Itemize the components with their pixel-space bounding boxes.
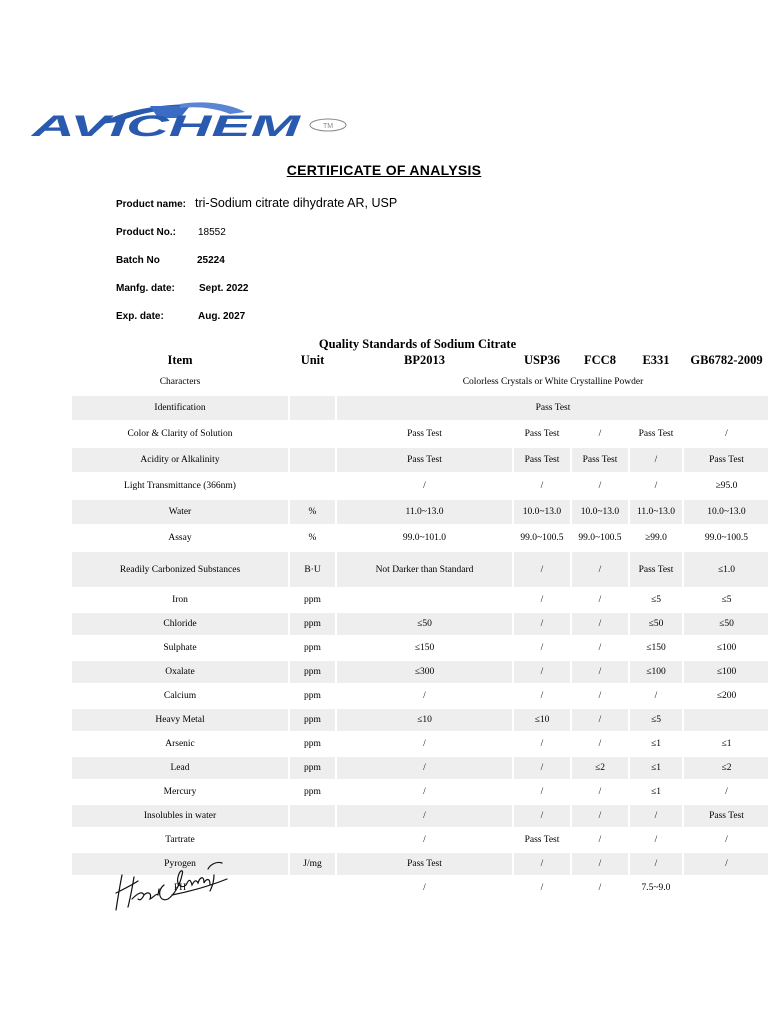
cell-e331: Pass Test	[630, 552, 682, 587]
cell-fcc: /	[598, 883, 602, 893]
cell-bp: /	[423, 835, 426, 845]
signature	[112, 855, 232, 915]
table-body	[72, 370, 768, 899]
cell-unit	[290, 877, 335, 899]
cell-bp: ≤300	[337, 661, 512, 683]
cell-e331: /	[654, 691, 658, 701]
table-row	[72, 733, 768, 755]
product-no-value: 18552	[198, 227, 226, 238]
cell-item: Acidity or Alkalinity	[72, 448, 288, 472]
header-unit: Unit	[300, 352, 325, 367]
cell-item: Water	[72, 500, 288, 524]
cell-unit	[290, 422, 335, 446]
cell-item: Assay	[168, 533, 192, 543]
cell-unit	[290, 370, 335, 394]
cell-unit: B·U	[290, 552, 335, 587]
table-row	[72, 396, 768, 420]
cell-unit	[290, 829, 335, 851]
table-title: Quality Standards of Sodium Citrate	[318, 337, 517, 351]
cell-usp: Pass Test	[524, 429, 560, 439]
cell-e331: 11.0~13.0	[630, 500, 682, 524]
cell-bp: /	[423, 787, 426, 797]
cell-fcc: /	[598, 643, 602, 653]
cell-item: Mercury	[163, 787, 197, 797]
avichem-logo	[30, 98, 360, 142]
table-row	[72, 422, 768, 446]
table-row	[72, 637, 768, 659]
product-info	[116, 196, 516, 326]
table-row	[72, 448, 768, 472]
table-row	[72, 370, 768, 394]
cell-unit: ppm	[290, 709, 335, 731]
cell-item: Characters	[159, 377, 201, 387]
cell-e331: ≤50	[630, 613, 682, 635]
cell-usp: /	[540, 481, 544, 491]
logo-wordmark: AVICHEM	[30, 110, 302, 142]
cell-usp: /	[540, 787, 544, 797]
cell-usp: /	[514, 661, 570, 683]
certificate-title: CERTIFICATE OF ANALYSIS	[286, 162, 482, 178]
cell-unit: %	[290, 500, 335, 524]
product-name-value: tri-Sodium citrate dihydrate AR, USP	[195, 196, 398, 210]
cell-gb: ≤2	[684, 757, 768, 779]
cell-gb: ≤50	[684, 613, 768, 635]
cell-gb: ≤100	[716, 643, 737, 653]
cell-bp: ≤50	[337, 613, 512, 635]
cell-fcc: 10.0~13.0	[572, 500, 628, 524]
cell-e331: /	[654, 835, 658, 845]
cell-usp: /	[514, 853, 570, 875]
header-usp36: USP36	[523, 352, 561, 367]
table-row	[72, 661, 768, 683]
cell-usp: /	[514, 805, 570, 827]
cell-gb	[684, 709, 768, 731]
cell-gb: /	[725, 429, 728, 439]
manfg-date-value: Sept. 2022	[199, 283, 249, 294]
cell-item: Iron	[172, 595, 188, 605]
cell-item: Chloride	[72, 613, 288, 635]
cell-item: Light Transmittance (366nm)	[124, 481, 236, 491]
cell-fcc: /	[572, 709, 628, 731]
cell-e331: 7.5~9.0	[641, 883, 671, 893]
cell-bp: /	[337, 805, 512, 827]
cell-item: Oxalate	[72, 661, 288, 683]
cell-fcc: /	[598, 739, 602, 749]
cell-usp: /	[540, 739, 544, 749]
cell-bp: ≤150	[414, 643, 435, 653]
cell-unit	[290, 474, 335, 498]
cell-e331: ≤5	[651, 595, 661, 605]
header-e331: E331	[642, 352, 670, 367]
cell-item: Pyrogen	[72, 853, 288, 875]
header-gb6782: GB6782-2009	[690, 352, 763, 367]
cell-fcc: /	[572, 805, 628, 827]
cell-gb	[684, 877, 768, 899]
cell-bp: 11.0~13.0	[337, 500, 512, 524]
cell-item: Lead	[72, 757, 288, 779]
cell-fcc: /	[598, 429, 602, 439]
cell-bp: Pass Test	[337, 853, 512, 875]
cell-fcc: 99.0~100.5	[578, 533, 622, 543]
quality-standards-table	[70, 350, 768, 901]
cell-e331: /	[630, 448, 682, 472]
exp-date-label: Exp. date:	[116, 311, 164, 322]
cell-unit: ppm	[304, 691, 321, 701]
table-row	[72, 552, 768, 587]
cell-bp: Pass Test	[407, 429, 442, 439]
cell-unit: ppm	[290, 613, 335, 635]
batch-no-value: 25224	[197, 255, 225, 266]
table-row	[72, 829, 768, 851]
cell-e331: ≤5	[630, 709, 682, 731]
cell-usp: /	[540, 691, 544, 701]
cell-e331: /	[630, 805, 682, 827]
cell-gb: ≤1	[721, 739, 732, 749]
cell-gb: 10.0~13.0	[684, 500, 768, 524]
table-row	[72, 685, 768, 707]
cell-unit: ppm	[304, 787, 321, 797]
cell-item: Tartrate	[165, 835, 195, 845]
cell-fcc: /	[598, 835, 602, 845]
cell-fcc: /	[598, 595, 602, 605]
cell-gb: Pass Test	[684, 805, 768, 827]
cell-fcc: Pass Test	[572, 448, 628, 472]
cell-usp: /	[540, 595, 544, 605]
cell-fcc: /	[572, 853, 628, 875]
cell-item: Readily Carbonized Substances	[72, 552, 288, 587]
cell-bp: /	[423, 691, 426, 701]
cell-bp: Not Darker than Standard	[337, 552, 512, 587]
cell-all-standards: Colorless Crystals or White Crystalline Powder	[462, 377, 644, 387]
table-row	[72, 526, 768, 550]
table-row	[72, 589, 768, 611]
table-row	[72, 781, 768, 803]
cell-fcc: /	[598, 481, 602, 491]
cell-gb: ≤200	[716, 691, 737, 701]
cell-item: Calcium	[163, 691, 197, 701]
cell-item: PH	[173, 883, 187, 893]
cell-e331: /	[630, 853, 682, 875]
cell-e331: ≤150	[646, 643, 666, 653]
cell-usp: 99.0~100.5	[520, 533, 564, 543]
cell-bp: 99.0~101.0	[402, 533, 447, 543]
cell-usp: /	[514, 613, 570, 635]
cell-fcc: ≤2	[572, 757, 628, 779]
table-row	[72, 500, 768, 524]
cell-e331: ≤1	[651, 787, 661, 797]
cell-fcc: /	[572, 613, 628, 635]
cell-bp: Pass Test	[337, 448, 512, 472]
cell-item: Heavy Metal	[72, 709, 288, 731]
cell-bp: /	[423, 883, 426, 893]
cell-gb: ≤5	[721, 595, 732, 605]
cell-all-standards: Pass Test	[337, 396, 768, 420]
cell-unit: %	[308, 533, 317, 543]
cell-unit: ppm	[304, 739, 321, 749]
cell-e331: ≤100	[630, 661, 682, 683]
cell-gb: /	[684, 853, 768, 875]
header-item: Item	[167, 352, 193, 367]
cell-e331: /	[654, 481, 658, 491]
cell-gb: /	[725, 787, 728, 797]
table-header-row	[72, 352, 768, 368]
table-row	[72, 805, 768, 827]
cell-bp: /	[423, 739, 426, 749]
cell-e331: ≥99.0	[645, 533, 667, 543]
cell-fcc: /	[598, 691, 602, 701]
table-row	[72, 613, 768, 635]
manfg-date-label: Manfg. date:	[116, 283, 175, 294]
cell-fcc: /	[572, 552, 628, 587]
header-fcc8: FCC8	[584, 352, 616, 367]
cell-e331: ≤1	[651, 739, 661, 749]
cell-bp: ≤10	[337, 709, 512, 731]
cell-item: Arsenic	[165, 739, 195, 749]
cell-unit: J/mg	[290, 853, 335, 875]
cell-unit	[290, 448, 335, 472]
exp-date-value: Aug. 2027	[198, 311, 246, 322]
cell-item: Insolubles in water	[72, 805, 288, 827]
table-row	[72, 709, 768, 731]
cell-usp: /	[514, 552, 570, 587]
cell-bp: /	[423, 481, 426, 491]
cell-unit	[290, 396, 335, 420]
table-row	[72, 757, 768, 779]
cell-unit: ppm	[290, 661, 335, 683]
cell-e331: ≤1	[630, 757, 682, 779]
trademark-mark: TM	[322, 123, 334, 130]
cell-fcc: /	[572, 661, 628, 683]
cell-unit: ppm	[304, 595, 321, 605]
product-name-label: Product name:	[116, 199, 187, 210]
cell-usp: Pass Test	[524, 835, 560, 845]
header-bp2013: BP2013	[404, 352, 445, 367]
table-row	[72, 474, 768, 498]
cell-item: Sulphate	[163, 643, 197, 653]
cell-unit	[290, 805, 335, 827]
cell-usp: /	[514, 757, 570, 779]
cell-item: Color & Clarity of Solution	[127, 429, 233, 439]
cell-usp: /	[540, 643, 544, 653]
cell-gb: Pass Test	[684, 448, 768, 472]
cell-usp: ≤10	[514, 709, 570, 731]
cell-item: Identification	[72, 396, 288, 420]
batch-no-label: Batch No	[116, 255, 160, 266]
cell-gb: ≥95.0	[715, 481, 738, 491]
cell-unit: ppm	[290, 757, 335, 779]
cell-gb: /	[725, 835, 728, 845]
cell-gb: ≤1.0	[684, 552, 768, 587]
cell-bp	[337, 589, 512, 611]
cell-e331: Pass Test	[638, 429, 674, 439]
cell-bp: /	[337, 757, 512, 779]
cell-gb: ≤100	[684, 661, 768, 683]
cell-usp: Pass Test	[514, 448, 570, 472]
cell-gb: 99.0~100.5	[704, 533, 749, 543]
cell-usp: 10.0~13.0	[514, 500, 570, 524]
cell-unit: ppm	[304, 643, 321, 653]
cell-fcc: /	[598, 787, 602, 797]
cell-usp: /	[540, 883, 544, 893]
product-no-label: Product No.:	[116, 227, 176, 238]
